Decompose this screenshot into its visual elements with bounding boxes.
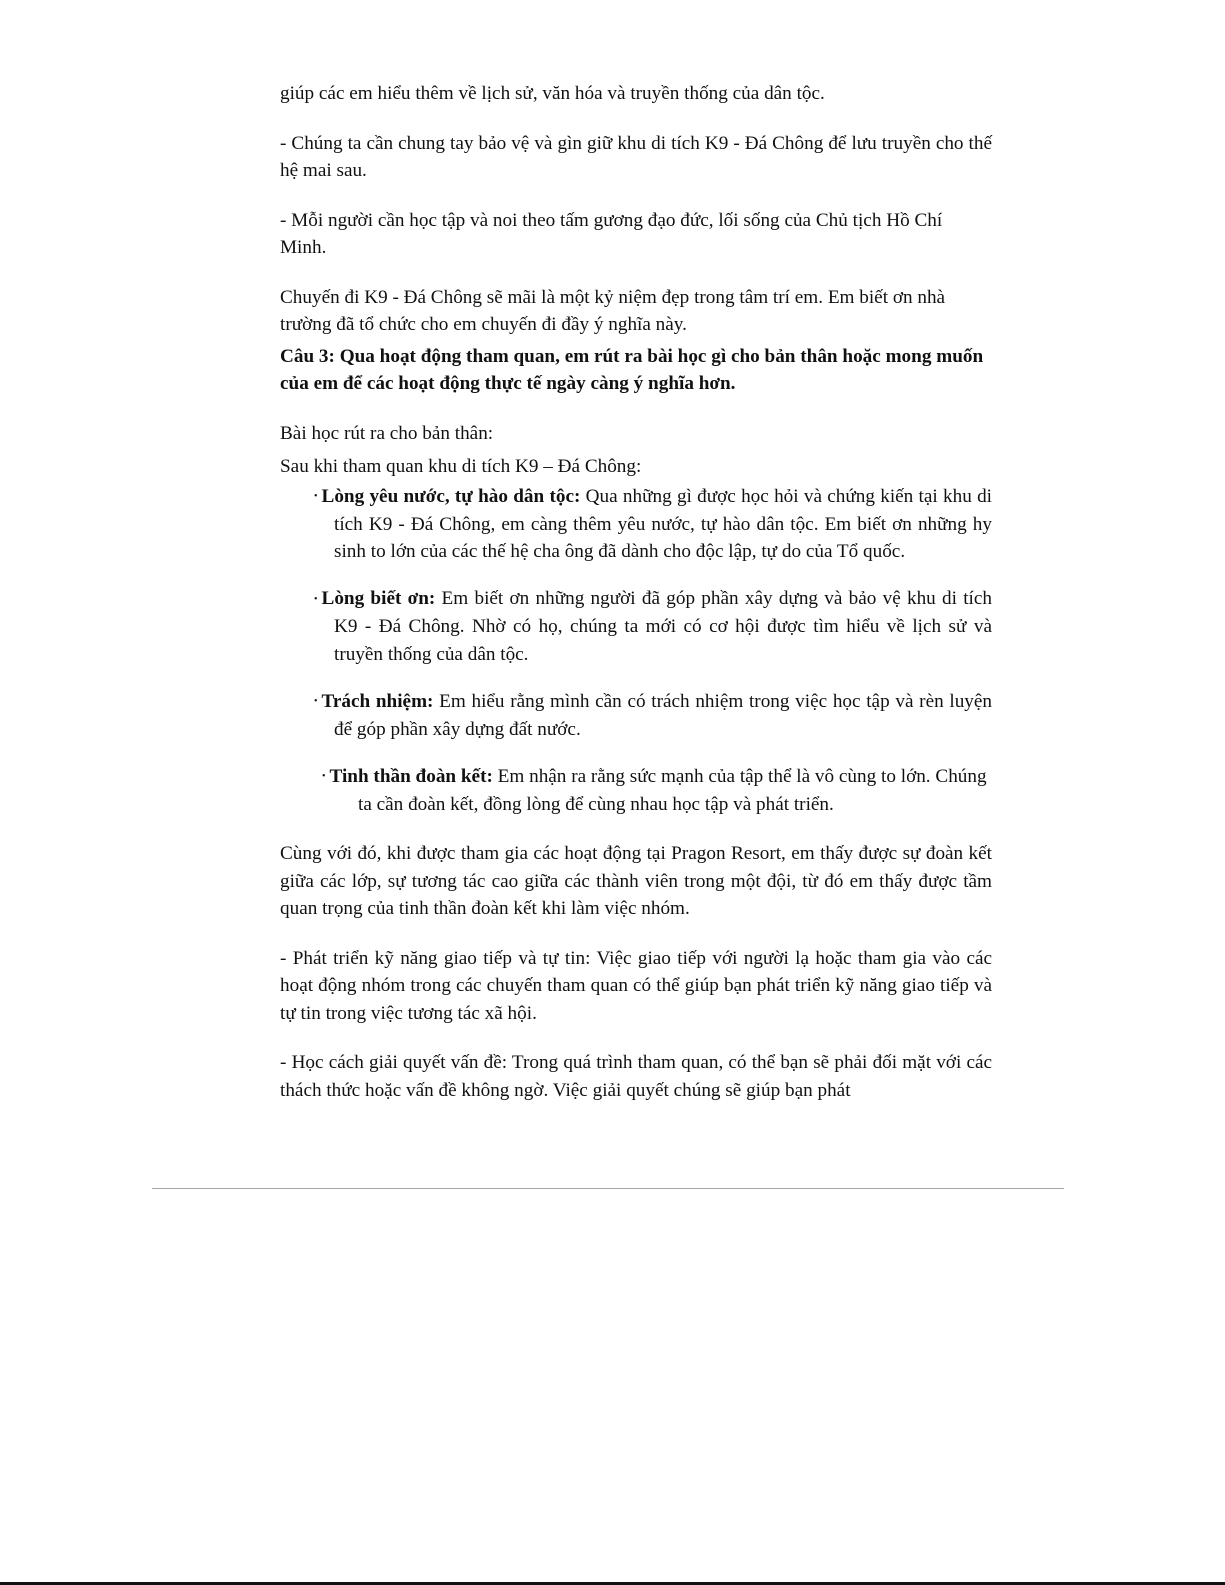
bullet-text: Em hiểu rằng mình cần có trách nhiệm trong việc học tập và rèn luyện để góp phần xây dựng đất nước. — [334, 690, 992, 740]
bullet-dot-icon: • — [322, 771, 326, 783]
paragraph-preserve-site: - Chúng ta cần chung tay bảo vệ và gìn giữ khu di tích K9 - Đá Chông để lưu truyền cho thế hệ mai sau. — [280, 132, 992, 181]
bullet-term: Lòng biết ơn: — [321, 588, 436, 610]
document-body — [280, 80, 992, 1104]
paragraph-communication-skills: - Phát triển kỹ năng giao tiếp và tự tin: Việc giao tiếp với người lạ hoặc tham gia vào các hoạt động nhóm trong các chuyến tham quan có thể giúp bạn phát triển kỹ năng giao tiếp và tự tin trong việc tương tác xã hội. — [280, 947, 992, 1024]
bullet-dot-icon: • — [314, 491, 318, 503]
paragraph-problem-solving: - Học cách giải quyết vấn đề: Trong quá trình tham quan, có thể bạn sẽ phải đối mặt với các thách thức hoặc vấn đề không ngờ. Việc giải quyết chúng sẽ giúp bạn phát — [280, 1052, 992, 1101]
bullet-dot-icon: • — [314, 696, 318, 708]
bullet-term: Tinh thần đoàn kết: — [329, 765, 493, 787]
bullet-dot-icon: • — [314, 593, 318, 605]
bullet-text: Em biết ơn những người đã góp phần xây dựng và bảo vệ khu di tích K9 - Đá Chông. Nhờ có họ, chúng ta mới có cơ hội được tìm hiểu về lịch sử và truyền thống của dân tộc. — [334, 588, 992, 665]
page-divider — [152, 1188, 1064, 1189]
bullet-term: Trách nhiệm: — [321, 690, 434, 712]
lesson-context: Sau khi tham quan khu di tích K9 – Đá Chông: — [280, 456, 642, 477]
bullet-term: Lòng yêu nước, tự hào dân tộc: — [321, 485, 581, 507]
bullet-item-gratitude — [280, 585, 992, 668]
paragraph-ho-chi-minh: - Mỗi người cần học tập và noi theo tấm gương đạo đức, lối sống của Chủ tịch Hồ Chí Minh. — [280, 209, 943, 258]
paragraph-pragon-resort: Cùng với đó, khi được tham gia các hoạt động tại Pragon Resort, em thấy được sự đoàn kết giữa các lớp, sự tương tác cao giữa các thành viên trong một đội, từ đó em thấy được tầm quan trọng của tinh thần đoàn kết khi làm việc nhóm. — [280, 843, 992, 920]
bullet-item-patriotism — [280, 483, 992, 566]
paragraph-trip-memory: Chuyến đi K9 - Đá Chông sẽ mãi là một kỷ niệm đẹp trong tâm trí em. Em biết ơn nhà trường đã tổ chức cho em chuyến đi đầy ý nghĩa này. — [280, 286, 946, 335]
bullet-item-solidarity — [280, 763, 992, 819]
bullet-item-responsibility — [280, 688, 992, 744]
question-heading: Câu 3: Qua hoạt động tham quan, em rút ra bài học gì cho bản thân hoặc mong muốn của em để các hoạt động thực tế ngày càng ý nghĩa hơn. — [280, 345, 984, 394]
paragraph-history: giúp các em hiểu thêm về lịch sử, văn hóa và truyền thống của dân tộc. — [280, 83, 825, 104]
bullet-text: Em nhận ra rằng sức mạnh của tập thể là vô cùng to lớn. Chúng ta cần đoàn kết, đồng lòng để cùng nhau học tập và phát triển. — [358, 765, 987, 815]
bullet-text: Qua những gì được học hỏi và chứng kiến tại khu di tích K9 - Đá Chông, em càng thêm yêu nước, tự hào dân tộc. Em biết ơn những hy sinh to lớn của các thế hệ cha ông đã dành cho độc lập, tự do của Tổ quốc. — [334, 485, 992, 563]
lesson-intro: Bài học rút ra cho bản thân: — [280, 422, 494, 444]
